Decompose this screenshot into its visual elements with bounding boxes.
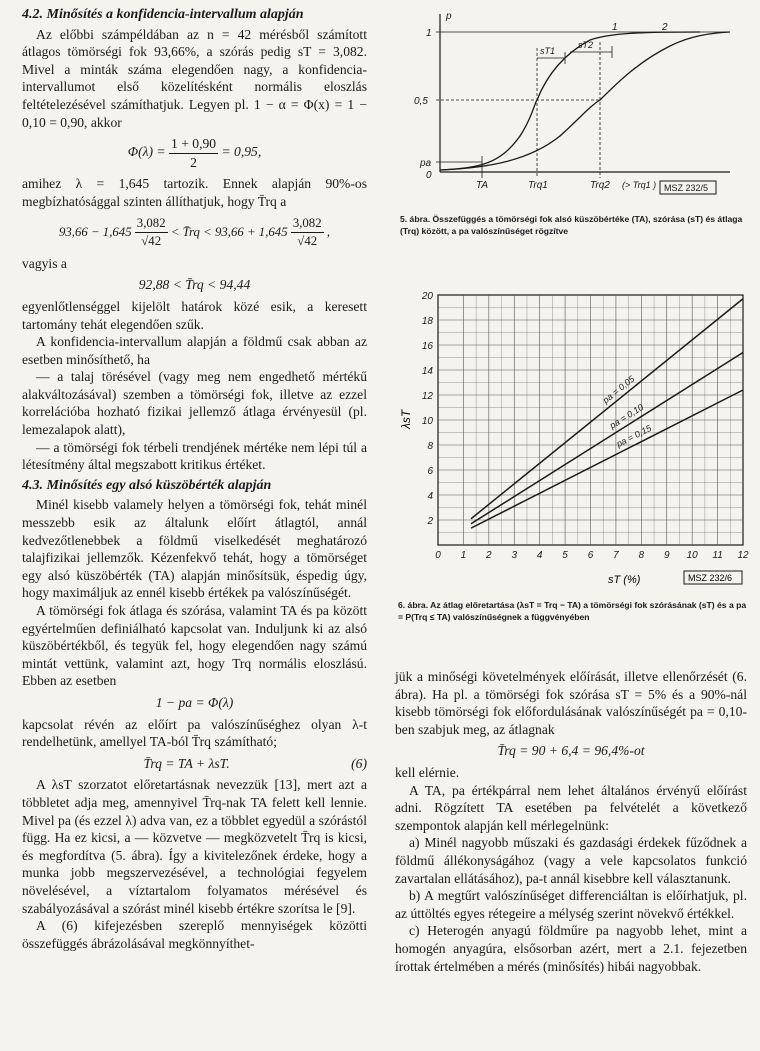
y-tick-label: 20 [421, 291, 433, 302]
paragraph: A λsT szorzatot előretartásnak nevezzük [13], mert azt a többletet adja meg, amennyivel T̄rq-nak TA felett kell lennie. Mivel pa (és ezzel λ) adva van, ez a többlet egyedül a szórástól függ. Ha ez kicsi, a — közvetve — megközvetelt T̄rq is kicsi, és megfordítva (5. ábra). Így a kivitelezőnek érdeke, hogy a munka jobb megszervezésével, a technológiai fegyelem növelésével, a víztartalom folyamatos mérésével és szabályozásával a szórást minél kisebb értékre szorítsa le [9]. [22, 777, 367, 916]
numerator: 3,082 [135, 215, 168, 234]
figure-5-diagram [400, 6, 750, 206]
sT2-label: sT2 [578, 40, 594, 50]
fraction [291, 215, 324, 251]
paragraph: A konfidencia-intervallum alapján a földmű csak abban az esetben minősíthető, ha [22, 334, 367, 367]
paragraph: a) Minél nagyobb műszaki és gazdasági érdekek fűződnek a földmű állékonyságához (vagy a vele kapcsolatos funkció zavartalan ellátásához), pa-t annál kisebbre kell választanunk. [395, 835, 747, 886]
curve-2 [440, 32, 730, 170]
numerator: 1 + 0,90 [169, 135, 218, 154]
equation-6 [22, 755, 367, 773]
figure-5-caption: 5. ábra. Összefüggés a tömörségi fok alsó küszöbértéke (TA), szórása (sT) és átlaga (Trq) között, a pa valószínűséget rögzítve [400, 214, 743, 236]
paragraph: Az előbbi számpéldában az n = 42 mérésből számított átlagos tömörségi fok 93,66%, a szórás pedig sT = 3,082. Mivel a minták száma elegendően nagy, a konfidencia-intervallumot első közelítésként normális eloszlás feltételezésével számíthatjuk. Legyen pl. 1 − α = Φ(x) = 1 − 0,10 = 0,90, akkor [22, 26, 367, 130]
x-tick-label: 9 [663, 550, 670, 561]
paragraph: egyenlőtlenséggel kijelölt határok közé esik, a keresett tartomány tehát elegendően szűk. [22, 298, 367, 332]
x-label-Trq1: Trq1 [528, 180, 548, 191]
paragraph: — a talaj törésével (vagy meg nem engedhető mértékű alakváltozásával) szemben a tömörségi fok, illetve az ezzel korrelációba hozható fizikai jellemző átlaga érvényesül (pl. lemezalapok alatt), [22, 369, 367, 438]
paragraph: A TA, pa értékpárral nem lehet általános érvényű előírást adni. Rögzített TA esetében pa felvételét a következő szempontok alapján kell mérlegelnünk: [395, 782, 747, 833]
paragraph: jük a minőségi követelmények előírását, illetve ellenőrzését (6. ábra). Ha pl. a tömörségi fok szórása sT = 5% és a 90%-nál kisebb tömörségi fok előfordulásának valószínűségét pa = 0,10-ben szabjuk meg, az átlagnak [395, 669, 747, 737]
numerator: 3,082 [291, 215, 324, 234]
x-tick-label: 7 [613, 550, 619, 561]
paragraph: Minél kisebb valamely helyen a tömörségi fok, tehát minél messzebb esik az általunk előírt átlagtól, annál kedvezőtlenebbek a földmű viselkedését meghatározó talajfizikai jellemzők. Kézenfekvő tehát, hogy a tömörséget egy alsó küszöbérték (TA) alapján minősítsük, éspedig úgy, hogy maximáljuk az ennél kisebb értékek pa valószínűségét. [22, 497, 367, 601]
y-tick-label: 6 [427, 466, 433, 477]
y-tick-label: 12 [421, 391, 433, 402]
curve-1 [440, 32, 700, 170]
curve-1-label: 1 [612, 22, 618, 33]
equation [22, 215, 367, 251]
paragraph: vagyis a [22, 255, 67, 271]
paragraph: amihez λ = 1,645 tartozik. Ennek alapján 90%-os megbízhatósággal szinten állíthatjuk, hogy T̄rq a [22, 176, 367, 209]
x-tick-label: 12 [737, 550, 749, 561]
sT1-label: sT1 [540, 46, 556, 56]
series-label: pa = 0,05 [600, 373, 637, 406]
x-tick-label: 0 [435, 550, 441, 561]
equation: T̄rq = 90 + 6,4 = 96,4%-ot [497, 743, 645, 759]
y-tick-label: 18 [421, 316, 433, 327]
y-tick-label: 2 [427, 516, 433, 527]
series-line [471, 299, 743, 519]
y-axis-label: λsT [399, 409, 413, 429]
y-tick-label: 10 [421, 416, 433, 427]
x-tick-label: 1 [460, 550, 467, 561]
paragraph: kell elérnie. [395, 764, 460, 780]
y-label-0: 0 [426, 170, 432, 181]
curve-2-label: 2 [662, 22, 668, 33]
y-tick-label: 16 [421, 341, 433, 352]
section-heading-4-3: 4.3. Minősítés egy alsó küszöbérték alapján [22, 477, 272, 493]
series-label: pa = 0,15 [614, 423, 654, 450]
paragraph: — a tömörségi fok térbeli trendjének mértéke nem lépi túl a létesítmény által megszabott kritikus értéket. [22, 439, 367, 473]
x-tick-label: 3 [511, 550, 518, 561]
x-tick-label: 4 [536, 550, 543, 561]
y-label-pa: pa [420, 158, 432, 169]
paragraph: b) A megtűrt valószínűséget differenciáltan is előírhatjuk, pl. az úttöltés egyes rétegeire a mélység szerint növekvő értékkel. [395, 888, 747, 921]
x-label-TA: TA [476, 180, 489, 191]
x-tick-label: 8 [638, 550, 645, 561]
denominator: 2 [190, 154, 197, 170]
eq-part: < T̄rq < 93,66 + 1,645 [170, 224, 288, 239]
figure-6-caption: 6. ábra. Az átlag előretartása (λsT = Trq − TA) a tömörségi fok szórásának (sT) és a pa = P(Trq ≤ TA) valószínűségnek a függvényében [398, 600, 747, 622]
chart-series [471, 299, 743, 528]
x-tick-label: 10 [686, 550, 698, 561]
x-axis-label: sT (%) [608, 574, 641, 586]
figure-6-chart [398, 285, 753, 590]
section-heading-4-2: 4.2. Minősítés a konfidencia-intervallum alapján [22, 7, 304, 22]
eq-part: = 0,95, [221, 144, 262, 160]
fraction [169, 135, 218, 171]
x-label-Trq2: Trq2 [590, 180, 610, 191]
y-label-half: 0,5 [414, 96, 428, 107]
left-column [22, 6, 367, 952]
eq-part: Φ(λ) = [127, 144, 166, 160]
p-axis-label: p [446, 11, 452, 22]
chart-grid [438, 295, 743, 545]
eq-part: , [326, 224, 331, 239]
x-tick-label: 5 [562, 550, 568, 561]
paragraph: A (6) kifejezésben szereplő mennyiségek közötti összefüggés ábrázolásával megkönnyíthet- [22, 918, 367, 951]
stamp-text: MSZ 232/6 [688, 573, 733, 583]
equation [22, 135, 367, 171]
right-column [395, 668, 747, 975]
equation: 1 − pa = Φ(λ) [155, 694, 234, 710]
fraction [135, 215, 168, 251]
x-tick-label: 11 [712, 550, 723, 561]
denominator: √42 [297, 234, 318, 249]
y-tick-label: 4 [427, 491, 433, 502]
series-line [471, 353, 743, 524]
x-label-note: (> Trq1 ) [622, 180, 657, 190]
x-tick-label: 6 [587, 550, 594, 561]
equation-number: (6) [351, 755, 367, 771]
eq-part: T̄rq = TA + λsT. [143, 755, 230, 771]
y-label-1: 1 [426, 28, 432, 39]
denominator: √42 [141, 234, 162, 249]
stamp-text: MSZ 232/5 [664, 183, 709, 193]
paragraph: kapcsolat révén az előírt pa valószínűséghez olyan λ-t rendelhetünk, amellyel TA-ból T̄rq számítható; [22, 716, 367, 750]
y-tick-label: 14 [421, 366, 433, 377]
equation: 92,88 < T̄rq < 94,44 [138, 277, 251, 293]
eq-part: 93,66 − 1,645 [58, 224, 132, 239]
paragraph: c) Heterogén anyagú földműre pa nagyobb lehet, mint a homogén anyagúra, elsősorban azért, mert a 2.1. fejezetben írottak értelmében a mérés (minősítés) hibái nagyobbak. [395, 923, 747, 974]
y-tick-label: 8 [427, 441, 433, 452]
paragraph: A tömörségi fok átlaga és szórása, valamint TA és pa között egyértelműen definiálható kapcsolat van. Induljunk ki az alsó küszöbértékből, és tegyük fel, hogy elegendően nagy számú mintát vettünk, valamint azt, hogy Trq normális eloszlású. Ebben az esetben [22, 603, 367, 689]
x-tick-label: 2 [486, 550, 492, 561]
series-label: pa = 0,10 [607, 402, 646, 431]
